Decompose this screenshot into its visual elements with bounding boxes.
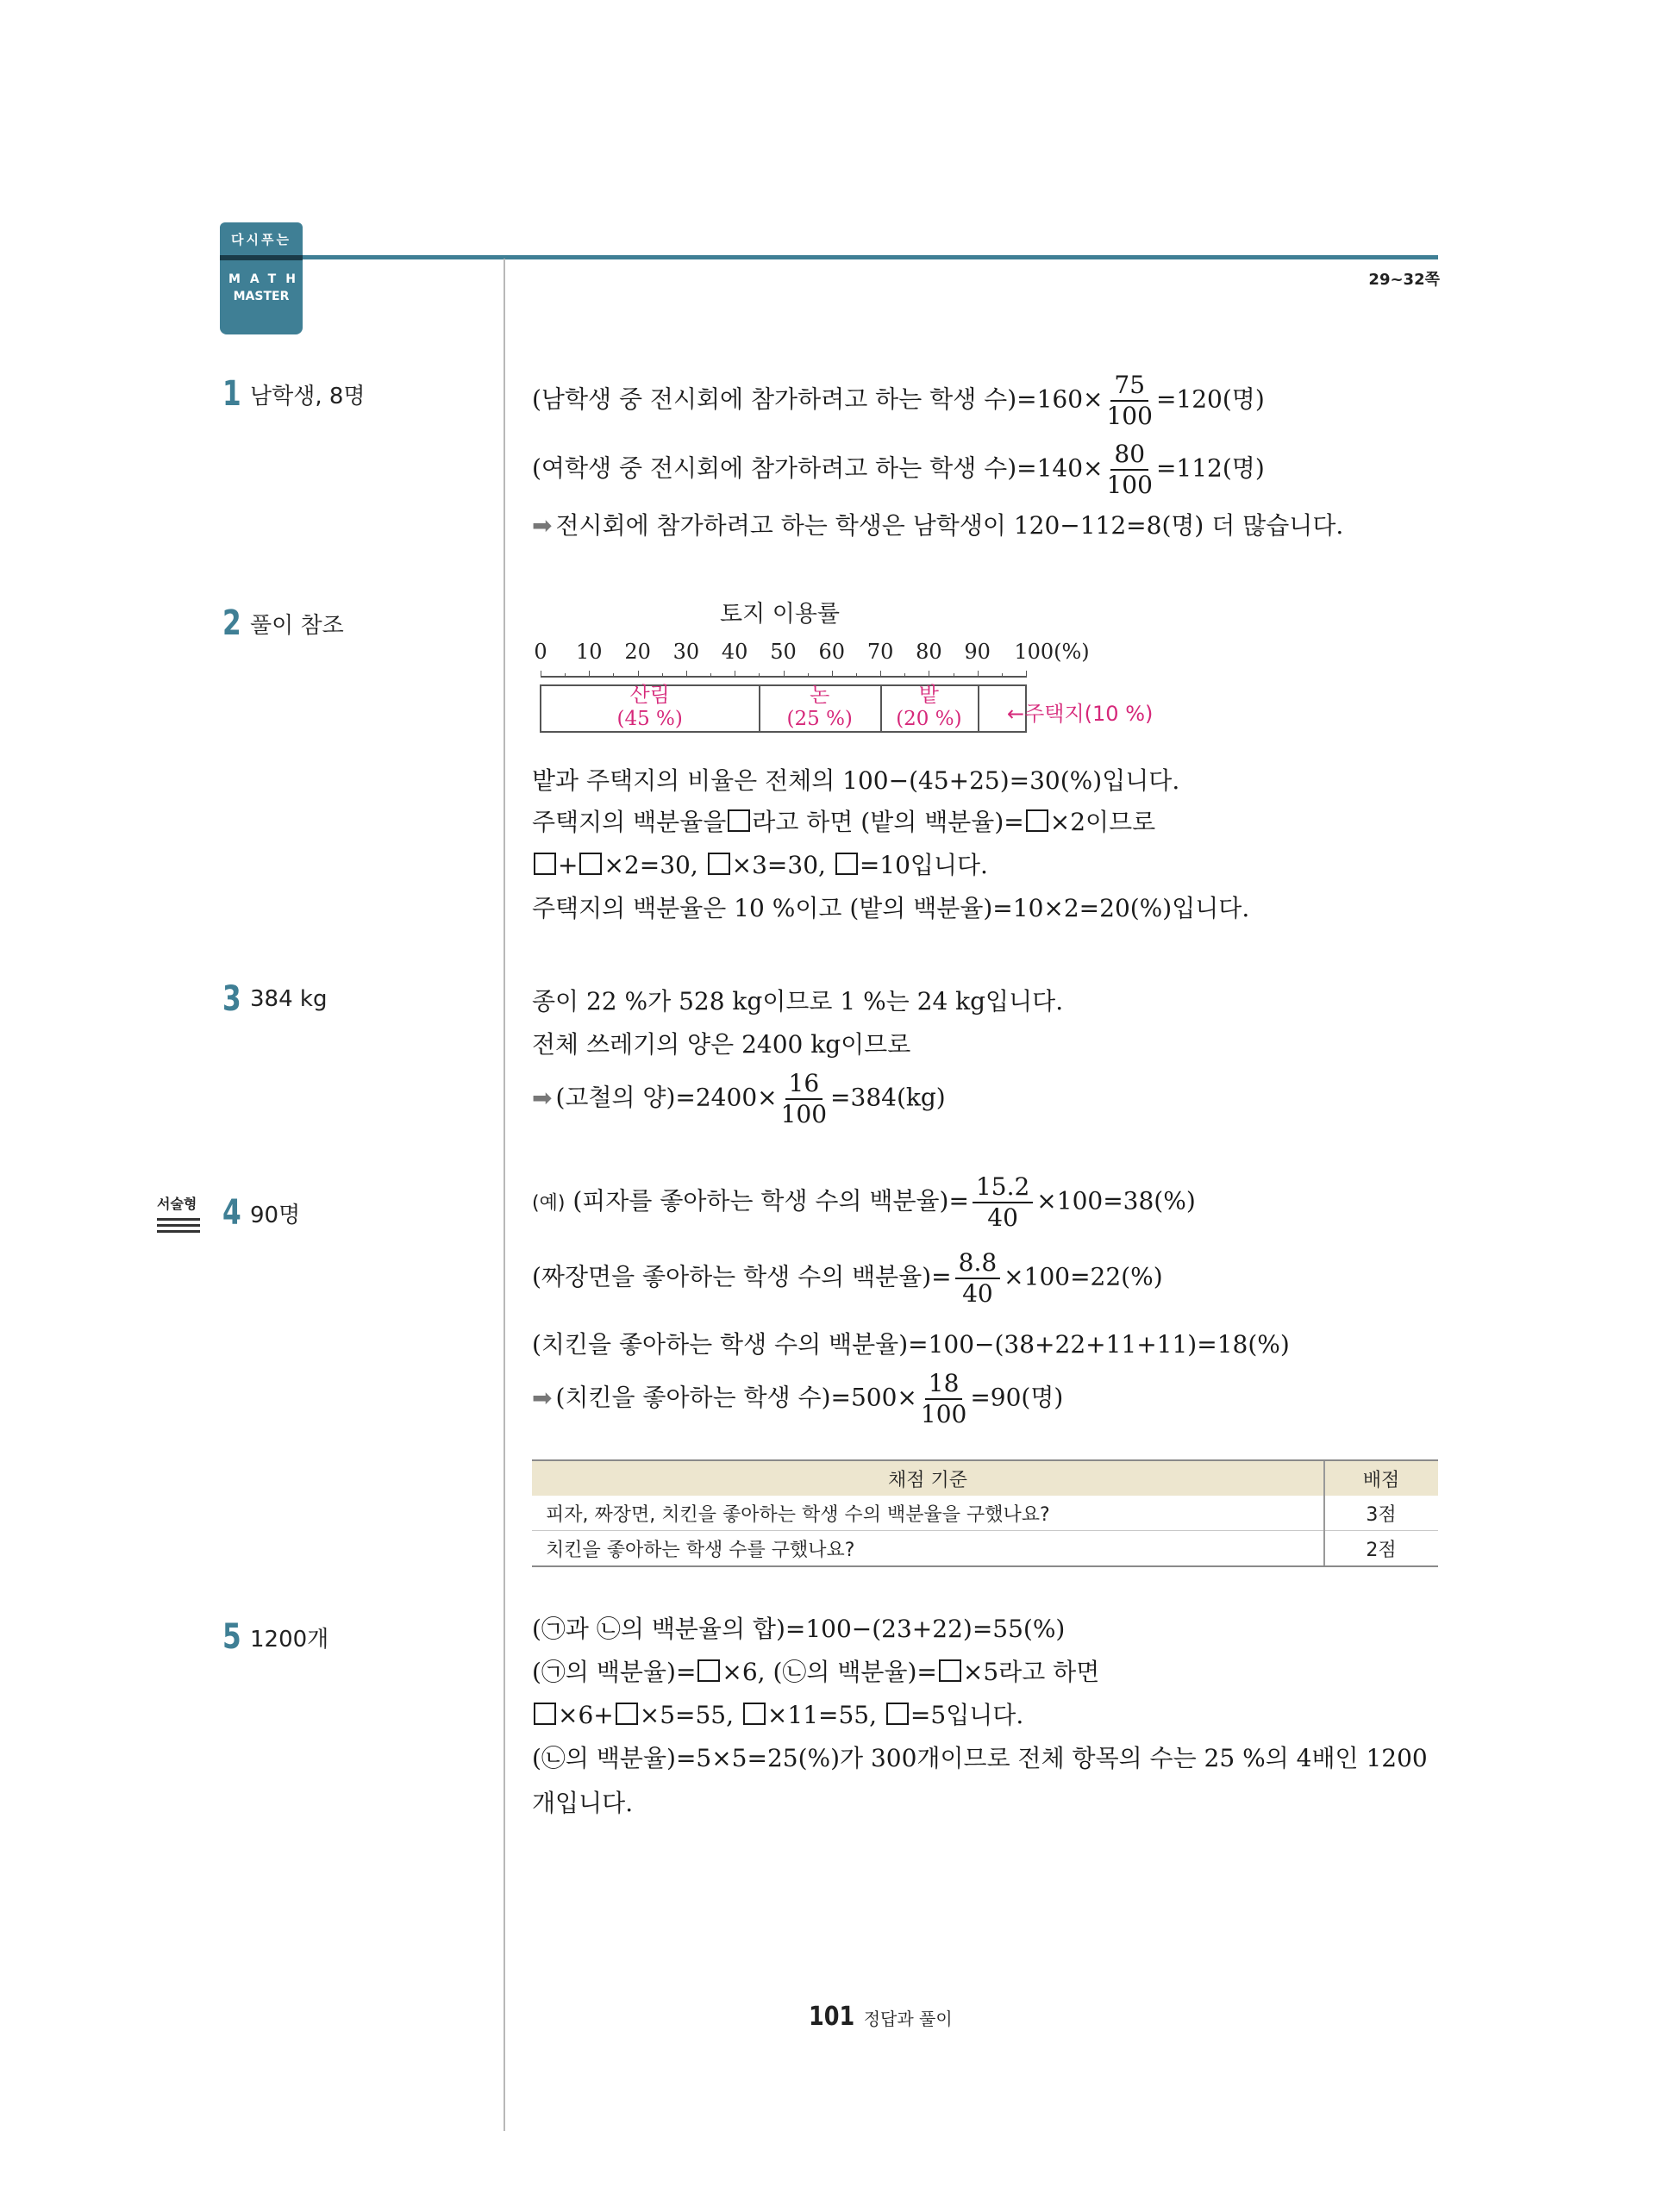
blank-box: [697, 1659, 720, 1682]
q5-line-4: [532, 1740, 1428, 1774]
blank-box: [616, 1703, 638, 1725]
scoring-table: [532, 1459, 1438, 1567]
text: ×6, (㉡의 백분율)=: [722, 1658, 937, 1686]
text: (고철의 양)=2400×: [555, 1083, 778, 1112]
text: =112(명): [1155, 453, 1265, 483]
fraction: [781, 1069, 827, 1129]
q3-line-1: [532, 983, 1063, 1017]
text: =10입니다.: [859, 851, 988, 879]
blank-box: [534, 853, 556, 875]
answer-5: [222, 1617, 328, 1657]
text: (여학생 중 전시회에 참가하려고 하는 학생 수)=140×: [532, 453, 1104, 483]
segment-divider: [880, 684, 882, 733]
text: 밭과 주택지의 비율은 전체의 100−(45+25)=30(%)입니다.: [532, 766, 1180, 795]
text: (남학생 중 전시회에 참가하려고 하는 학생 수)=160×: [532, 384, 1104, 414]
answer-text: 풀이 참조: [250, 612, 344, 639]
text: 전체 쓰레기의 양은 2400 kg이므로: [532, 1030, 911, 1059]
text: 주택지의 백분율은 10 %이고 (밭의 백분율)=10×2=20(%)입니다.: [532, 894, 1250, 922]
q3-line-2: [532, 1026, 910, 1060]
blank-box: [743, 1703, 766, 1725]
text: 종이 22 %가 528 kg이므로 1 %는 24 kg입니다.: [532, 987, 1064, 1015]
descriptive-tag: [157, 1193, 209, 1236]
numerator: 75: [1110, 371, 1148, 402]
answer-1: [222, 374, 366, 414]
arrow-icon: ➡: [532, 1083, 553, 1112]
example-mark: (예): [532, 1192, 566, 1215]
numerator: 80: [1110, 440, 1148, 471]
blank-box: [579, 853, 602, 875]
fraction: [973, 1172, 1033, 1233]
numerator: 8.8: [955, 1248, 1001, 1279]
page-number: 101: [809, 2002, 855, 2032]
tick-label: 10: [576, 640, 603, 664]
answer-number: 5: [222, 1617, 241, 1657]
text: 주택지의 백분율을: [532, 808, 727, 836]
points-cell: 2점: [1324, 1531, 1438, 1567]
chart-title: 토지 이용률: [720, 601, 840, 628]
minor-tick-mark: [759, 673, 760, 678]
house-label-text: 주택지(10 %): [1024, 702, 1154, 726]
text: 전시회에 참가하려고 하는 학생은 남학생이 120−112=8(명) 더 많습니다.: [555, 511, 1344, 540]
q2-line-2: [532, 803, 1155, 838]
blank-box: [1026, 809, 1048, 832]
q2-line-4: [532, 890, 1249, 924]
blank-box: [939, 1659, 961, 1682]
arrow-icon: ➡: [532, 511, 553, 540]
segment-label: [896, 683, 961, 731]
tick-label: 40: [721, 640, 748, 664]
segment-name: 밭: [918, 683, 939, 707]
points-cell: 3점: [1324, 1496, 1438, 1531]
denominator: 100: [920, 1400, 967, 1428]
text: ×6+: [558, 1701, 614, 1729]
criterion-cell: 피자, 짜장면, 치킨을 좋아하는 학생 수의 백분율을 구했나요?: [532, 1496, 1324, 1531]
blank-box: [728, 809, 750, 832]
q4-line-2: [532, 1248, 1163, 1309]
segment-name: 논: [810, 683, 830, 707]
tick-mark: [832, 671, 833, 678]
left-arrow-icon: ←: [1007, 702, 1025, 726]
text: (㉡의 백분율)=5×5=25(%)가 300개이므로 전체 항목의 수는 25 %의 4배인 1200: [532, 1744, 1428, 1772]
text: ×11=55,: [766, 1701, 878, 1729]
text: =90(명): [970, 1383, 1064, 1412]
q4-line-3: [532, 1326, 1290, 1360]
q1-line-2: [532, 440, 1265, 500]
table-header-row: [532, 1460, 1438, 1496]
blank-box: [708, 853, 730, 875]
header-criteria: 채점 기준: [532, 1460, 1324, 1496]
logo-line-1: MATH: [228, 272, 305, 286]
tick-label: 0: [534, 640, 547, 664]
text: (㉠과 ㉡의 백분율의 합)=100−(23+22)=55(%): [532, 1615, 1066, 1643]
blank-box: [886, 1703, 909, 1725]
q5-line-5: [532, 1784, 633, 1819]
q1-line-3: [532, 507, 1343, 541]
minor-tick-mark: [565, 673, 566, 678]
text: ×2=30,: [604, 851, 698, 879]
denominator: 100: [780, 1100, 828, 1128]
tick-mark: [638, 671, 639, 678]
minor-tick-mark: [662, 673, 663, 678]
segment-divider: [759, 684, 760, 733]
minor-tick-mark: [904, 673, 905, 678]
table-row: [532, 1496, 1438, 1531]
column-divider: [504, 259, 505, 2131]
header-points: 배점: [1324, 1460, 1438, 1496]
denominator: 40: [962, 1279, 993, 1308]
answer-number: 1: [222, 374, 241, 414]
fraction: [955, 1248, 1001, 1309]
page-range: 29~32쪽: [1368, 271, 1440, 289]
text: 라고 하면 (밭의 백분율)=: [752, 808, 1024, 836]
text: ×2이므로: [1049, 808, 1156, 836]
segment-percent: (45 %): [616, 708, 683, 730]
numerator: 18: [925, 1369, 963, 1400]
arrow-icon: ➡: [532, 1383, 553, 1412]
tick-label: 50: [770, 640, 797, 664]
numerator: 15.2: [973, 1172, 1033, 1203]
example-mark-text: 예: [539, 1192, 558, 1215]
q3-line-3: [532, 1069, 946, 1129]
fraction: [1106, 371, 1152, 431]
text: (㉠의 백분율)=: [532, 1658, 697, 1686]
q2-line-1: [532, 762, 1179, 797]
segment-label: [787, 683, 853, 731]
text: +: [558, 851, 579, 879]
text: =120(명): [1155, 384, 1265, 414]
tick-label: 20: [624, 640, 651, 664]
tick-mark: [1026, 671, 1027, 678]
minor-tick-mark: [856, 673, 857, 678]
house-label: [1007, 697, 1153, 727]
text: ×3=30,: [731, 851, 826, 879]
criterion-cell: 치킨을 좋아하는 학생 수를 구했나요?: [532, 1531, 1324, 1567]
denominator: 40: [987, 1203, 1018, 1232]
series-badge-top: 다시푸는: [220, 222, 303, 255]
tick-mark: [686, 671, 687, 678]
answer-number: 3: [222, 979, 241, 1019]
minor-tick-mark: [710, 673, 711, 678]
tick-mark: [978, 671, 979, 678]
answer-text: 384 kg: [250, 986, 328, 1012]
text: ×5라고 하면: [962, 1658, 1100, 1686]
text: =384(kg): [830, 1083, 946, 1112]
tick-label: 60: [818, 640, 846, 664]
text: ×100=22(%): [1004, 1262, 1163, 1291]
answer-number: 4: [222, 1193, 241, 1233]
text: ×5=55,: [639, 1701, 735, 1729]
answer-4: [222, 1193, 300, 1233]
q4-line-1: [532, 1172, 1196, 1233]
lines-icon: [157, 1218, 209, 1233]
tick-label: 80: [916, 640, 942, 664]
footer-title: 정답과 풀이: [863, 2009, 953, 2029]
text: =5입니다.: [910, 1701, 1024, 1729]
minor-tick-mark: [808, 673, 809, 678]
segment-name: 산림: [629, 683, 670, 707]
answer-text: 1200개: [250, 1626, 329, 1653]
text: (치킨을 좋아하는 학생 수의 백분율)=100−(38+22+11+11)=18(%): [532, 1330, 1290, 1359]
tick-label: 30: [672, 640, 700, 664]
answer-number: 2: [222, 603, 241, 643]
answer-3: [222, 979, 327, 1019]
descriptive-tag-label: 서술형: [157, 1196, 197, 1212]
minor-tick-mark: [613, 673, 614, 678]
text: (피자를 좋아하는 학생 수의 백분율)=: [572, 1186, 969, 1215]
text: ×100=38(%): [1036, 1186, 1196, 1215]
answer-2: [222, 603, 344, 643]
q5-line-3: [532, 1696, 1023, 1731]
q5-line-2: [532, 1653, 1099, 1688]
blank-box: [534, 1703, 556, 1725]
tick-label: 70: [866, 640, 894, 664]
denominator: 100: [1106, 402, 1153, 430]
tick-mark: [589, 671, 590, 678]
blank-box: [835, 853, 858, 875]
denominator: 100: [1106, 471, 1153, 499]
tick-mark: [784, 671, 785, 678]
answer-text: 90명: [250, 1202, 301, 1228]
text: (짜장면을 좋아하는 학생 수의 백분율)=: [532, 1262, 952, 1291]
header-rule: [220, 255, 1438, 259]
fraction: [1106, 440, 1152, 500]
text: 개입니다.: [532, 1789, 634, 1817]
logo-line-2: MASTER: [233, 290, 290, 303]
q5-line-1: [532, 1610, 1065, 1645]
page-footer: [809, 2002, 953, 2032]
segment-percent: (25 %): [786, 708, 853, 730]
segment-percent: (20 %): [896, 708, 962, 730]
numerator: 16: [785, 1069, 823, 1100]
segment-divider: [978, 684, 979, 733]
answer-text: 남학생, 8명: [250, 383, 366, 409]
fraction: [921, 1369, 966, 1429]
q4-line-4: [532, 1369, 1063, 1429]
table-row: [532, 1531, 1438, 1567]
q1-line-1: [532, 371, 1265, 431]
q2-line-3: [532, 847, 988, 881]
tick-label: 100(%): [1014, 640, 1090, 664]
series-logo: [220, 260, 303, 334]
tick-mark: [880, 671, 881, 678]
minor-tick-mark: [1002, 673, 1003, 678]
segment-label: [616, 683, 682, 731]
text: (치킨을 좋아하는 학생 수)=500×: [555, 1383, 917, 1412]
tick-label: 90: [964, 640, 991, 664]
